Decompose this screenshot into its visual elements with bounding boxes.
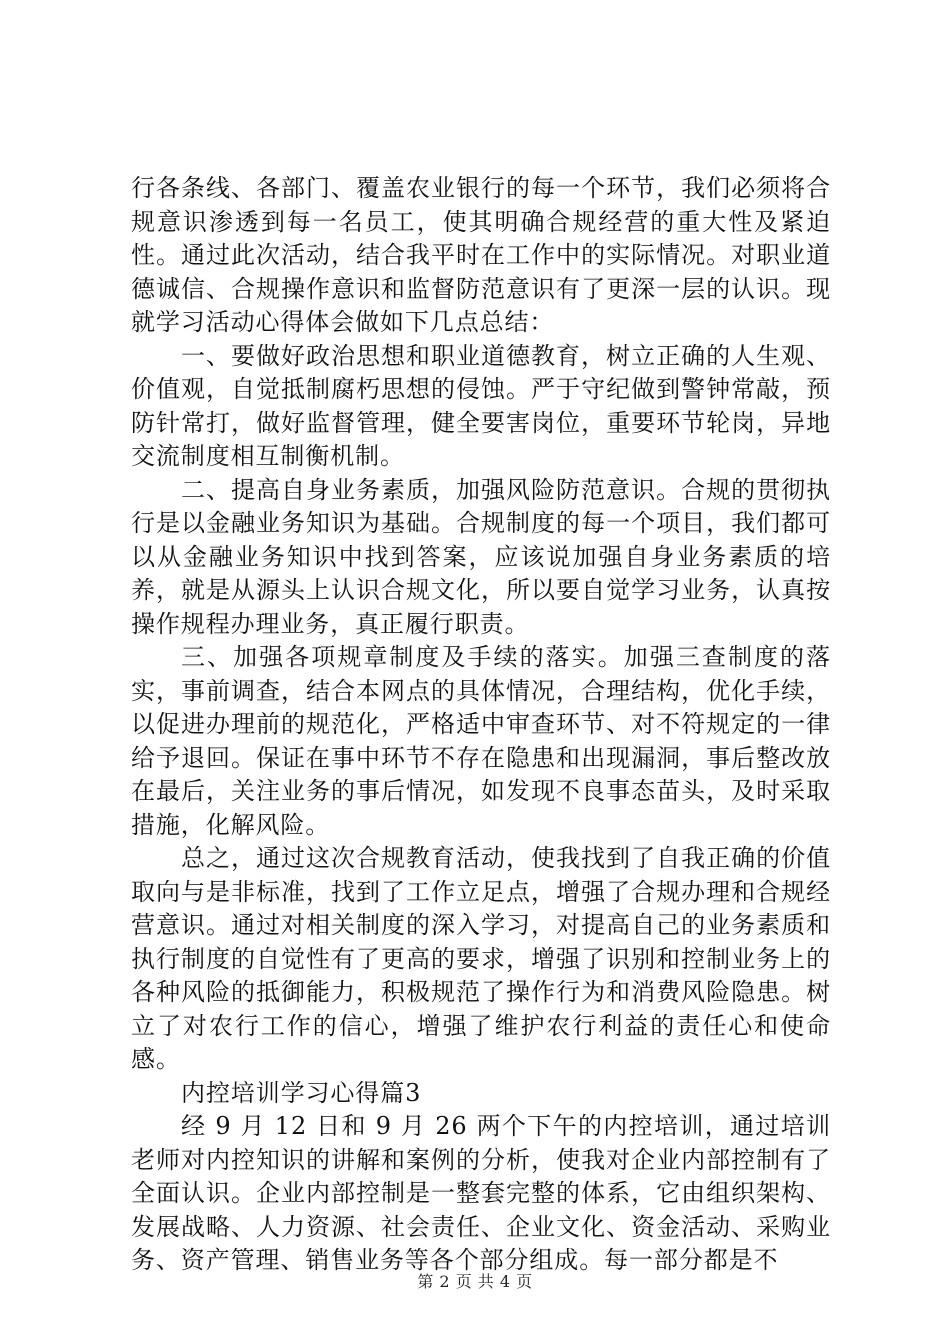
paragraph-point-one: 一、要做好政治思想和职业道德教育，树立正确的人生观、价值观，自觉抵制腐朽思想的侵蚀。严于守纪做到警钟常敲，预防针常打，做好监督管理，健全要害岗位，重要环节轮岗，异地交流制度相互制衡机制。 bbox=[131, 341, 831, 470]
section-heading: 内控培训学习心得篇3 bbox=[181, 1078, 422, 1107]
paragraph-point-two: 二、提高自身业务素质，加强风险防范意识。合规的贯彻执行是以金融业务知识为基础。合规制度的每一个项目，我们都可以从金融业务知识中找到答案，应该说加强自身业务素质的培养，就是从源头上认识合规文化，所以要自觉学习业务，认真按操作规程办理业务，真正履行职责。 bbox=[131, 475, 831, 638]
document-body bbox=[131, 172, 831, 1278]
paragraph-continuation: 行各条线、各部门、覆盖农业银行的每一个环节，我们必须将合规意识渗透到每一名员工，使其明确合规经营的重大性及紧迫性。通过此次活动，结合我平时在工作中的实际情况。对职业道德诚信、合规操作意识和监督防范意识有了更深一层的认识。现就学习活动心得体会做如下几点总结： bbox=[131, 174, 831, 336]
paragraph-section-three-intro: 经 9 月 12 日和 9 月 26 两个下午的内控培训，通过培训老师对内控知识的讲解和案例的分析，使我对企业内部控制有了全面认识。企业内部控制是一整套完整的体系，它由组织架构、发展战略、人力资源、社会责任、企业文化、资金活动、采购业务、资产管理、销售业务等各个部分组成。每一部分都是不 bbox=[131, 1112, 831, 1274]
paragraph-summary: 总之，通过这次合规教育活动，使我找到了自我正确的价值取向与是非标准，找到了工作立足点，增强了合规办理和合规经营意识。通过对相关制度的深入学习，对提高自己的业务素质和执行制度的自觉性有了更高的要求，增强了识别和控制业务上的各种风险的抵御能力，积极规范了操作行为和消费风险隐患。树立了对农行工作的信心，增强了维护农行利益的责任心和使命感。 bbox=[131, 844, 831, 1073]
page-number-footer: 第 2 页 共 4 页 bbox=[417, 1272, 533, 1291]
paragraph-point-three: 三、加强各项规章制度及手续的落实。加强三查制度的落实，事前调查，结合本网点的具体情况，合理结构，优化手续，以促进办理前的规范化，严格适中审查环节、对不符规定的一律给予退回。保证在事中环节不存在隐患和出现漏洞，事后整改放在最后，关注业务的事后情况，如发现不良事态苗头，及时采取措施，化解风险。 bbox=[131, 643, 831, 839]
